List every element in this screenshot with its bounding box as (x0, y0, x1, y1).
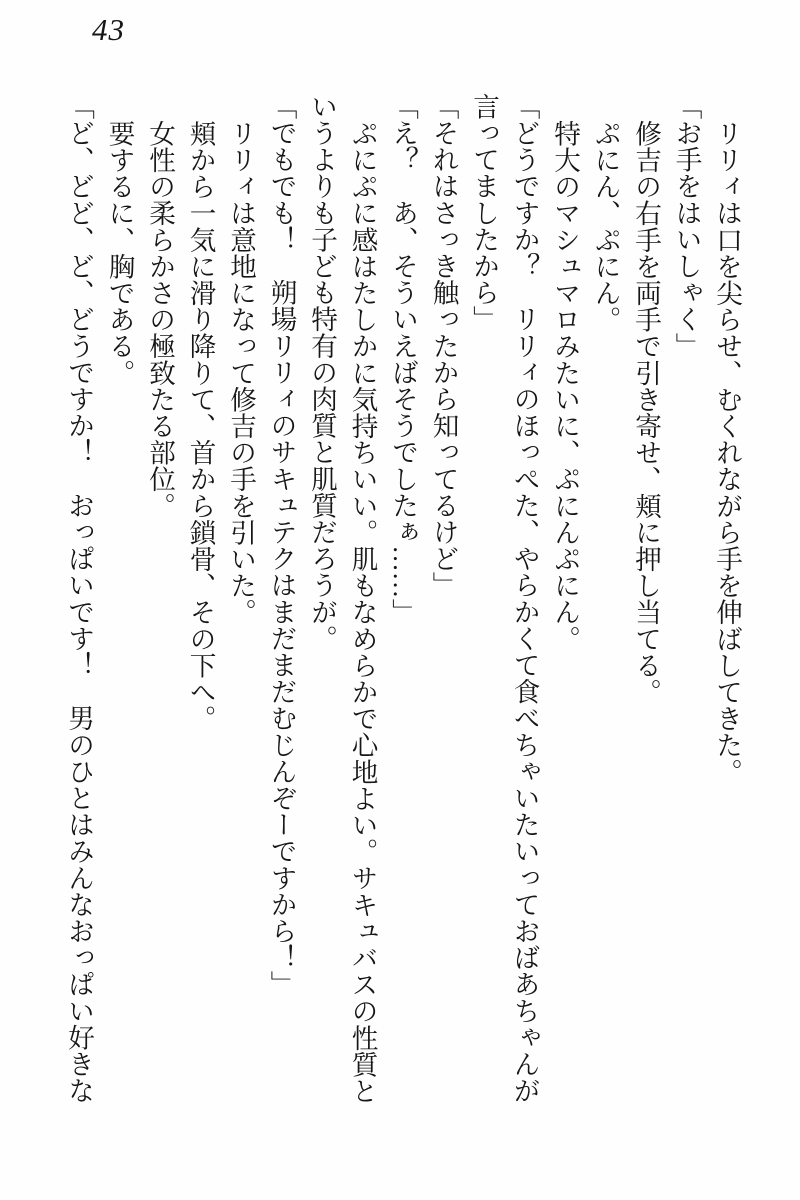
paragraph: 「でもでも！ 朔場リリィのサキュテクはまだまだむじんぞーですから！」 (266, 93, 297, 998)
paragraph: ぷにぷに感はたしかに気持ちいい。肌もなめらかで心地よい。サキュバスの性質というよりも子ども特有の肉質と肌質だろうが。 (307, 93, 378, 1104)
paragraph: 「ど、どど、ど、どうですか！ おっぱいです！ 男のひとはみんなおっぱい好きな (64, 93, 94, 1104)
paragraph: 「それはさっき触ったから知ってるけど」 (428, 93, 459, 599)
page-number: 43 (92, 12, 125, 47)
paragraph: 要するに、胸である。 (104, 119, 135, 386)
paragraph: 頬から一気に滑り降りて、首から鎖骨、その下へ。 (185, 119, 216, 732)
paragraph: 修吉の右手を両手で引き寄せ、頬に押し当てる。 (631, 119, 661, 705)
paragraph: 「え？ あ、そういえばそうでしたぁ……」 (388, 93, 418, 625)
paragraph: 特大のマシュマロみたいに、ぷにんぷにん。 (550, 119, 580, 652)
paragraph: 「お手をはいしゃく」 (671, 93, 702, 359)
paragraph: リリィは口を尖らせ、むくれながら手を伸ばしてきた。 (712, 119, 742, 785)
paragraph: 女性の柔らかさの極致たる部位。 (145, 119, 175, 519)
vertical-text-block (59, 93, 748, 1108)
paragraph: 「どうですか？ リリィのほっぺた、やらかくて食べちゃいたいっておばあちゃんが言ってましたから」 (469, 93, 540, 1104)
paragraph: リリィは意地になって修吉の手を引いた。 (226, 119, 256, 625)
paragraph: ぷにん、ぷにん。 (590, 119, 621, 333)
